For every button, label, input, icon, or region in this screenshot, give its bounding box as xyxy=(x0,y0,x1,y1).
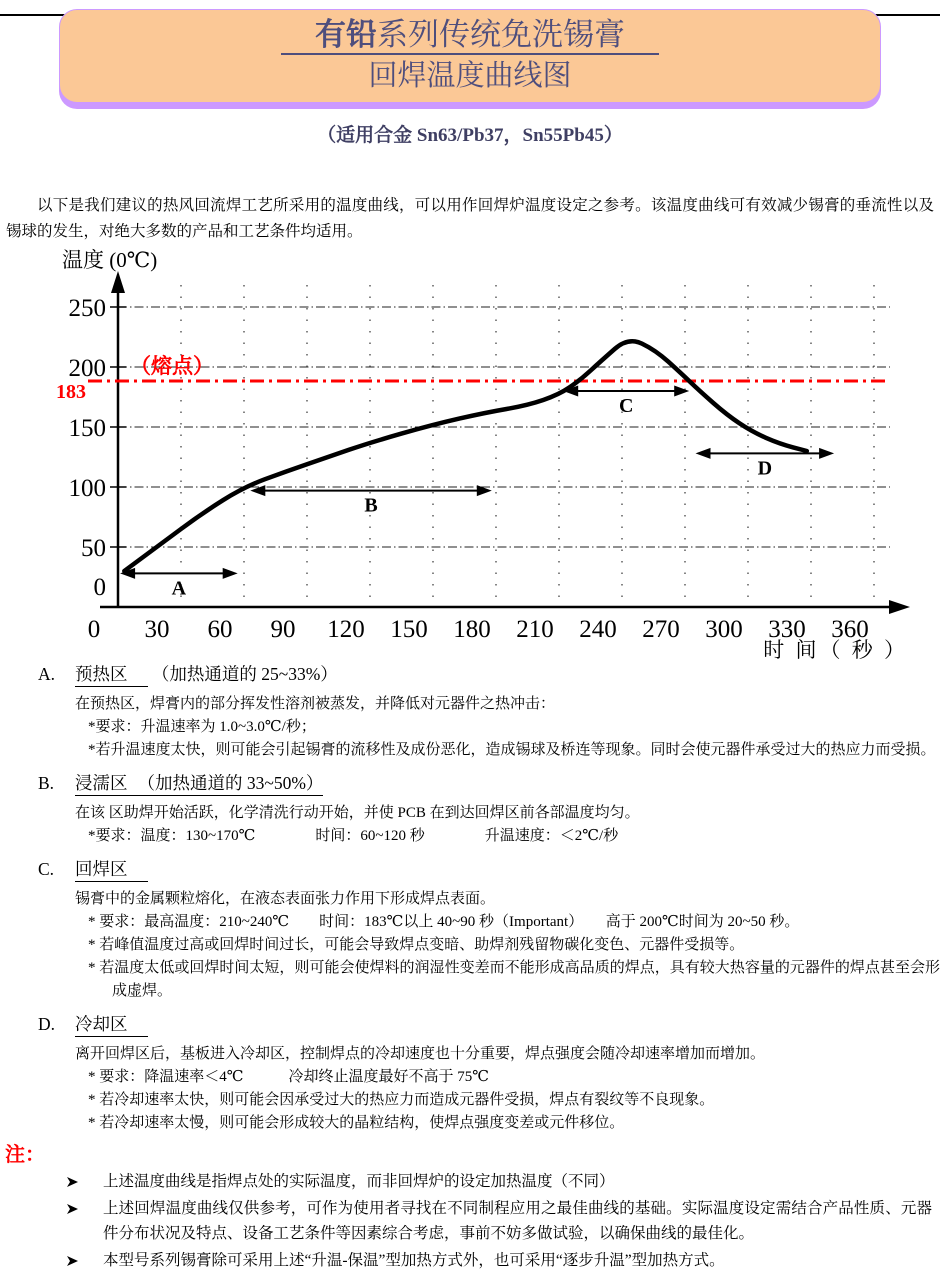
body-line: *要求：升温速率为 1.0~3.0℃/秒； xyxy=(88,719,316,735)
section-soak xyxy=(0,772,940,848)
svg-text:240: 240 xyxy=(579,616,617,643)
body-line: 在该 区助焊开始活跃，化学清洗行动开始，并使 PCB 在到达回焊区前各部温度均匀。 xyxy=(75,805,640,821)
section-c-letter: C. xyxy=(38,859,55,879)
section-c-body xyxy=(0,888,940,1003)
section-preheat xyxy=(0,663,940,762)
document-page xyxy=(0,9,940,1269)
notes-label: 注： xyxy=(5,1144,45,1166)
intro-paragraph: 以下是我们建议的热风回流焊工艺所采用的温度曲线，可以用作回焊炉温度设定之参考。该温度曲线可有效减少锡膏的垂流性以及锡球的发生，对绝大多数的产品和工艺条件均适用。 xyxy=(6,197,934,240)
body-line: 锡膏中的金属颗粒熔化，在液态表面张力作用下形成焊点表面。 xyxy=(75,891,496,907)
arrow-bullet-icon xyxy=(66,1175,80,1189)
svg-text:60: 60 xyxy=(207,616,233,643)
section-a-title: 预热区 xyxy=(75,664,148,687)
svg-text:温度 (0℃): 温度 (0℃) xyxy=(62,248,158,272)
title-underlined xyxy=(281,17,659,55)
note-item xyxy=(0,1248,940,1273)
svg-text:0: 0 xyxy=(93,574,106,601)
section-a-suffix: （加热通道的 25~33%） xyxy=(151,664,338,684)
section-d-letter: D. xyxy=(38,1014,56,1034)
body-line: * 若温度太低或回焊时间太短，则可能会使焊料的润湿性变差而不能形成高品质的焊点，具有较大热容量的元器件的焊点甚至会形成虚焊。 xyxy=(88,960,940,999)
svg-text:200: 200 xyxy=(68,355,106,382)
title-bold-part: 有铅 xyxy=(315,17,377,52)
alloy-subtitle: （适用合金 Sn63/Pb37，Sn55Pb45） xyxy=(317,125,623,146)
body-line: 离开回焊区后，基板进入冷却区，控制焊点的冷却速度也十分重要，焊点强度会随冷却速率增加而增加。 xyxy=(75,1046,766,1062)
section-a-letter: A. xyxy=(38,664,56,684)
chart-area xyxy=(0,245,940,661)
notes-block xyxy=(0,1143,940,1273)
svg-text:90: 90 xyxy=(270,616,296,643)
body-line: * 要求：降温速率＜4℃ 冷却终止温度最好不高于 75℃ xyxy=(88,1069,490,1085)
svg-text:210: 210 xyxy=(516,616,554,643)
svg-text:250: 250 xyxy=(68,295,106,322)
body-line: * 若冷却速率太快，则可能会因承受过大的热应力而造成元器件受损，焊点有裂纹等不良现象。 xyxy=(88,1092,715,1108)
svg-text:270: 270 xyxy=(642,616,680,643)
section-b-suffix: （加热通道的 33~50%） xyxy=(137,773,324,793)
svg-text:300: 300 xyxy=(705,616,743,643)
svg-text:150: 150 xyxy=(390,616,428,643)
svg-text:30: 30 xyxy=(144,616,170,643)
section-b-body xyxy=(0,802,940,848)
note-text: 上述回焊温度曲线仅供参考，可作为使用者寻找在不同制程应用之最佳曲线的基础。实际温度设定需结合产品性质、元器件分布状况及特点、设备工艺条件等因素综合考虑，事前不妨多做试验，以确保曲线的最佳化。 xyxy=(103,1200,932,1242)
svg-text:0: 0 xyxy=(87,616,101,643)
body-line: * 若冷却速率太慢，则可能会形成较大的晶粒结构，使焊点强度变差或元件移位。 xyxy=(88,1115,625,1131)
note-item xyxy=(0,1196,940,1246)
svg-text:183: 183 xyxy=(56,381,86,403)
svg-text:D: D xyxy=(757,457,773,480)
body-line: *若升温速度太快，则可能会引起锡膏的流移性及成份恶化，造成锡球及桥连等现象。同时会使元器件承受过大的热应力而受损。 xyxy=(88,742,936,758)
svg-text:50: 50 xyxy=(81,535,106,562)
svg-text:330: 330 xyxy=(768,616,806,643)
section-a-header xyxy=(38,663,940,685)
section-cooling xyxy=(0,1013,940,1135)
svg-text:150: 150 xyxy=(68,415,106,442)
document-title xyxy=(60,10,880,55)
arrow-bullet-icon xyxy=(66,1254,80,1268)
section-d-title: 冷却区 xyxy=(75,1014,148,1037)
section-a-body xyxy=(0,693,940,762)
arrow-bullet-icon xyxy=(66,1202,80,1216)
body-line: *要求：温度：130~170℃ 时间：60~120 秒 升温速度：＜2℃/秒 xyxy=(88,828,619,844)
svg-text:时 间（ 秒 ）: 时 间（ 秒 ） xyxy=(763,638,908,662)
body-line: 在预热区，焊膏内的部分挥发性溶剂被蒸发，并降低对元器件之热冲击： xyxy=(75,696,556,712)
document-subtitle-line: 回焊温度曲线图 xyxy=(368,60,572,92)
svg-text:（熔点）: （熔点） xyxy=(130,354,214,378)
section-reflow xyxy=(0,858,940,1003)
svg-text:180: 180 xyxy=(453,616,491,643)
zone-sections xyxy=(0,663,940,1135)
svg-text:120: 120 xyxy=(327,616,365,643)
section-b-header xyxy=(38,772,940,794)
section-b-title-underlined xyxy=(75,773,323,796)
note-text: 本型号系列锡膏除可采用上述“升温-保温”型加热方式外，也可采用“逐步升温”型加热方式。 xyxy=(103,1252,725,1269)
svg-text:100: 100 xyxy=(68,475,106,502)
reflow-temperature-chart xyxy=(0,245,940,661)
section-c-header xyxy=(38,858,940,880)
section-b-letter: B. xyxy=(38,773,55,793)
section-d-body xyxy=(0,1043,940,1135)
body-line: * 要求：最高温度：210~240℃ 时间：183℃以上 40~90 秒（Important） 高于 200℃时间为 20~50 秒。 xyxy=(88,914,800,930)
section-d-header xyxy=(38,1013,940,1035)
body-line: * 若峰值温度过高或回焊时间过长，可能会导致焊点变暗、助焊剂残留物碳化变色、元器件受损等。 xyxy=(88,937,745,953)
title-box xyxy=(59,9,881,103)
section-b-title: 浸濡区 xyxy=(75,773,128,793)
section-c-title: 回焊区 xyxy=(75,859,148,882)
svg-text:A: A xyxy=(171,577,187,600)
svg-text:B: B xyxy=(364,494,378,517)
title-rest-part: 系列传统免洗锡膏 xyxy=(377,17,625,52)
svg-text:360: 360 xyxy=(831,616,869,643)
note-item xyxy=(0,1169,940,1194)
note-text: 上述温度曲线是指焊点处的实际温度，而非回焊炉的设定加热温度（不同） xyxy=(103,1173,615,1190)
svg-text:C: C xyxy=(618,395,634,417)
